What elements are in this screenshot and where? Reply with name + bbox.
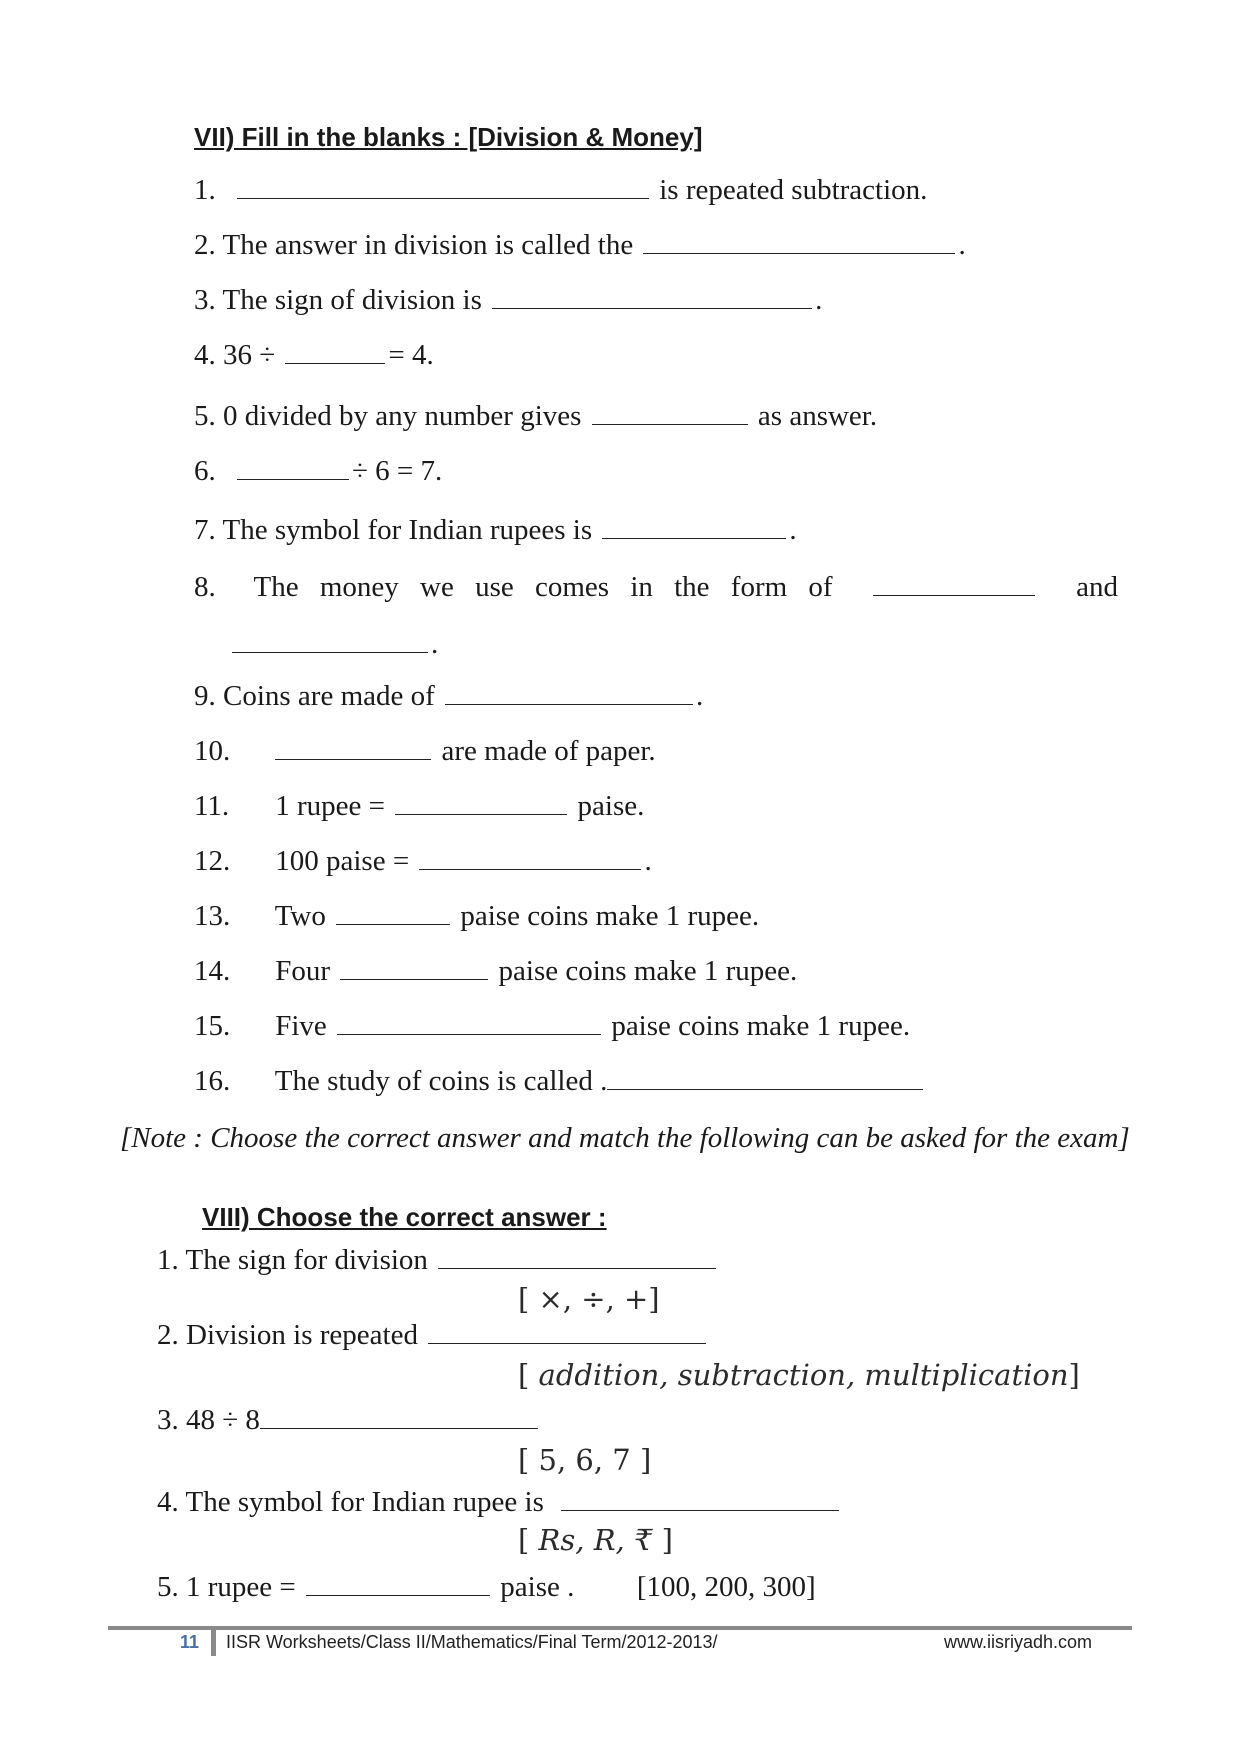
answer-blank[interactable] <box>237 455 349 480</box>
options-8-4: [ Rs, R, ₹ ] <box>518 1523 673 1557</box>
section-7-heading: VII) Fill in the blanks : [Division & Money] <box>194 122 703 152</box>
answer-blank[interactable] <box>275 735 431 760</box>
options-8-2: [ addition, subtraction, multiplication] <box>518 1358 1080 1392</box>
question-7-16: 16. The study of coins is called . <box>194 1064 926 1098</box>
question-7-7: 7. The symbol for Indian rupees is . <box>194 514 797 546</box>
options-8-5: [100, 200, 300] <box>636 1571 816 1603</box>
answer-blank[interactable] <box>602 514 786 539</box>
question-8-2: 2. Division is repeated <box>157 1318 709 1352</box>
question-7-2: 2. The answer in division is called the . <box>194 229 966 261</box>
answer-blank[interactable] <box>607 1065 923 1090</box>
question-7-14: 14. Four paise coins make 1 rupee. <box>194 955 798 987</box>
options-8-3: [ 5, 6, 7 ] <box>518 1443 652 1477</box>
question-7-5: 5. 0 divided by any number gives as answer. <box>194 400 878 432</box>
question-7-6: 6. ÷ 6 = 7. <box>194 455 443 487</box>
footer-website[interactable]: www.iisriyadh.com <box>944 1632 1093 1652</box>
answer-blank[interactable] <box>337 1010 601 1035</box>
question-7-11: 11. 1 rupee = paise. <box>194 790 645 822</box>
footer-path: IISR Worksheets/Class II/Mathematics/Final Term/2012-2013/ <box>226 1632 718 1652</box>
question-7-15: 15. Five paise coins make 1 rupee. <box>194 1010 911 1042</box>
footer-rule <box>108 1626 1132 1630</box>
question-8-4: 4. The symbol for Indian rupee is <box>157 1485 842 1519</box>
answer-blank[interactable] <box>285 339 385 364</box>
page-number: 11 <box>180 1632 200 1652</box>
answer-blank[interactable] <box>237 174 649 199</box>
answer-blank[interactable] <box>336 900 450 925</box>
question-7-4: 4. 36 ÷ = 4. <box>194 339 434 371</box>
question-7-10: 10. are made of paper. <box>194 735 656 767</box>
answer-blank[interactable] <box>643 229 955 254</box>
question-7-1: 1. is repeated subtraction. <box>194 174 928 206</box>
question-7-12: 12. 100 paise = . <box>194 845 652 877</box>
answer-blank[interactable] <box>492 284 812 309</box>
question-8-3: 3. 48 ÷ 8 <box>157 1403 541 1437</box>
answer-blank[interactable] <box>260 1404 538 1429</box>
answer-blank[interactable] <box>232 628 428 653</box>
answer-blank[interactable] <box>561 1486 839 1511</box>
question-7-3: 3. The sign of division is . <box>194 284 823 316</box>
answer-blank[interactable] <box>438 1244 716 1269</box>
answer-blank[interactable] <box>340 955 488 980</box>
exam-note: [Note : Choose the correct answer and match the following can be asked for the exam] <box>120 1122 1130 1154</box>
answer-blank[interactable] <box>873 571 1035 596</box>
answer-blank[interactable] <box>445 680 693 705</box>
answer-blank[interactable] <box>306 1571 490 1596</box>
question-7-13: 13. Two paise coins make 1 rupee. <box>194 900 760 932</box>
question-7-8: 8. The money we use comes in the form of and <box>194 571 1118 603</box>
section-8-heading: VIII) Choose the correct answer : <box>202 1202 607 1232</box>
answer-blank[interactable] <box>419 845 641 870</box>
question-7-8-continued: . <box>232 627 438 661</box>
footer-separator <box>211 1630 216 1656</box>
question-7-9: 9. Coins are made of . <box>194 680 704 712</box>
answer-blank[interactable] <box>395 790 567 815</box>
question-8-5: 5. 1 rupee = paise . [100, 200, 300] <box>157 1571 816 1603</box>
answer-blank[interactable] <box>428 1319 706 1344</box>
answer-blank[interactable] <box>592 400 748 425</box>
options-8-1: [ ×, ÷, +] <box>518 1282 660 1316</box>
question-8-1: 1. The sign for division <box>157 1243 719 1277</box>
